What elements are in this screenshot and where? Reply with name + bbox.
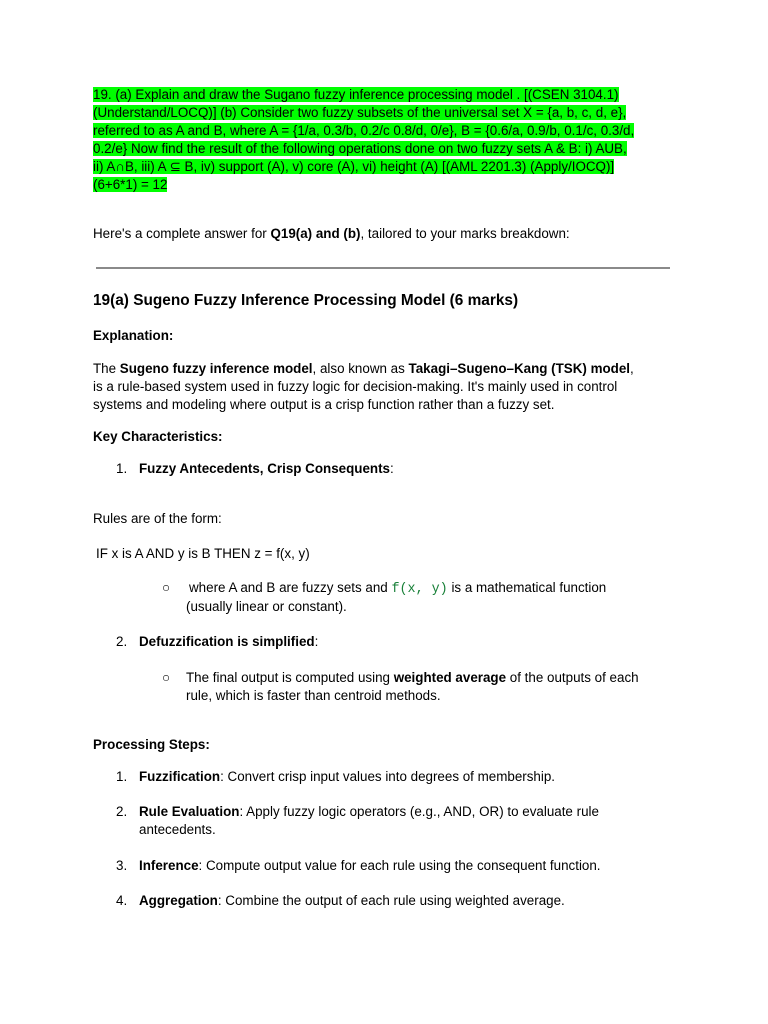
bullet-text-line-1: where A and B are fuzzy sets and f(x, y) is a mathematical function xyxy=(189,580,607,597)
rule-form: IF x is A AND y is B THEN z = f(x, y) xyxy=(96,546,310,561)
intro-text: Here's a complete answer for Q19(a) and (b), tailored to your marks breakdown: xyxy=(93,226,570,241)
step-rule-evaluation: Rule Evaluation: Apply fuzzy logic operators (e.g., AND, OR) to evaluate rule xyxy=(139,804,599,819)
step-rule-evaluation-line-2: antecedents. xyxy=(139,822,216,837)
question-line-4: 0.2/e} Now find the result of the following operations done on two fuzzy sets A & B: i) AUB, xyxy=(93,141,627,156)
list-number: 3. xyxy=(116,858,128,873)
list-number: 1. xyxy=(116,769,128,784)
bullet-text-line-1: The final output is computed using weighted average of the outputs of each xyxy=(186,670,639,685)
rules-intro: Rules are of the form: xyxy=(93,511,222,526)
explanation-para-line-1: The Sugeno fuzzy inference model, also known as Takagi–Sugeno–Kang (TSK) model, xyxy=(93,361,634,376)
list-number: 2. xyxy=(116,634,128,649)
explanation-para-line-3: systems and modeling where output is a crisp function rather than a fuzzy set. xyxy=(93,397,555,412)
list-number: 2. xyxy=(116,804,128,819)
step-fuzzification: Fuzzification: Convert crisp input values into degrees of membership. xyxy=(139,769,556,784)
explanation-label: Explanation: xyxy=(93,328,174,343)
horizontal-divider xyxy=(96,267,670,269)
question-line-6: (6+6*1) = 12 xyxy=(93,177,168,192)
question-line-5: ii) A∩B, iii) A ⊆ B, iv) support (A), v) core (A), vi) height (A) [(AML 2201.3) (Apply/IOCQ)] xyxy=(93,159,615,174)
question-line-2: (Understand/LOCQ)] (b) Consider two fuzzy subsets of the universal set X = {a, b, c, d, e}, xyxy=(93,105,627,120)
step-aggregation: Aggregation: Combine the output of each rule using weighted average. xyxy=(139,893,565,908)
bullet-text-line-2: (usually linear or constant). xyxy=(186,599,347,614)
list-number: 4. xyxy=(116,893,128,908)
list-number: 1. xyxy=(116,461,128,476)
step-inference: Inference: Compute output value for each rule using the consequent function. xyxy=(139,858,601,873)
list-item-fuzzy-antecedents: Fuzzy Antecedents, Crisp Consequents: xyxy=(139,461,394,476)
list-item-defuzzification: Defuzzification is simplified: xyxy=(139,634,319,649)
inline-code: f(x, y) xyxy=(391,582,448,597)
bullet-text-line-2: rule, which is faster than centroid methods. xyxy=(186,688,441,703)
question-line-1: 19. (a) Explain and draw the Sugano fuzzy inference processing model . [(CSEN 3104.1) xyxy=(93,87,619,102)
explanation-para-line-2: is a rule-based system used in fuzzy logic for decision-making. It's mainly used in control xyxy=(93,379,618,394)
processing-steps-label: Processing Steps: xyxy=(93,737,210,752)
question-line-3: referred to as A and B, where A = {1/a, 0.3/b, 0.2/c 0.8/d, 0/e}, B = {0.6/a, 0.9/b, 0.1/c, 0.3/d, xyxy=(93,123,635,138)
hollow-bullet-icon: ○ xyxy=(162,580,171,595)
section-heading: 19(a) Sugeno Fuzzy Inference Processing Model (6 marks) xyxy=(93,292,519,309)
hollow-bullet-icon: ○ xyxy=(162,670,171,685)
key-characteristics-label: Key Characteristics: xyxy=(93,429,223,444)
